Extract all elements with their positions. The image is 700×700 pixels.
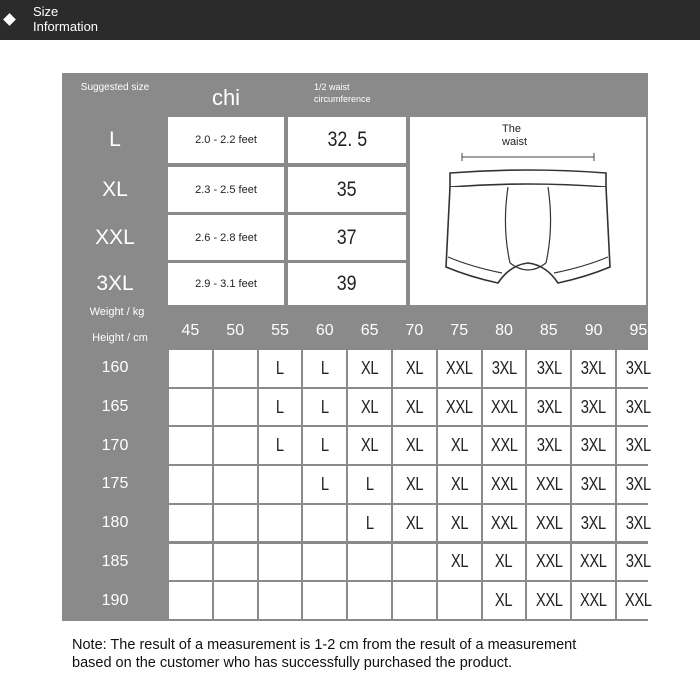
grid-cell [169,389,212,426]
waist-value-xl [288,167,406,212]
grid-cell-size: 3XL [625,357,651,378]
height-label-180: 180 [101,514,129,532]
waist-value-xl-text: 35 [337,177,357,201]
diagram-label-line1: The [502,123,521,135]
grid-cell [348,350,391,387]
grid-cell [214,350,257,387]
grid-cell-size: XL [360,396,379,417]
grid-cell [393,389,436,426]
grid-cell-size: XL [405,396,424,417]
grid-cell [438,505,481,542]
waist-value-xxl [288,215,406,260]
weight-header-45: 45 [181,322,200,339]
grid-cell-size: XXL [580,590,607,611]
grid-cell-size: XL [450,512,468,533]
grid-cell [393,466,436,503]
grid-cell [483,427,526,464]
grid-cell-size: XXL [490,396,518,417]
grid-cell-size: XXL [580,551,607,572]
grid-cell [169,505,212,542]
height-range-3xl: 2.9 - 3.1 feet [168,263,284,305]
grid-cell-size: XXL [490,512,518,533]
height-range-xxl: 2.6 - 2.8 feet [168,215,284,260]
grid-cell [572,582,615,619]
grid-cell-size: 3XL [581,473,607,494]
grid-cell [303,505,346,542]
height-range-l: 2.0 - 2.2 feet [168,117,284,163]
grid-cell-size: XXL [535,590,563,611]
grid-cell [259,466,302,503]
weight-header-55: 55 [271,322,289,339]
grid-cell-size: XL [495,590,513,611]
grid-cell [617,466,660,503]
grid-cell [527,466,570,503]
grid-cell-size: L [365,473,374,494]
height-label-170: 170 [101,436,129,454]
height-label-190: 190 [101,591,129,609]
grid-cell [259,582,302,619]
grid-cell-size: L [320,473,329,494]
grid-cell [169,427,212,464]
grid-cell [617,427,660,464]
weight-header-85: 85 [539,322,558,339]
grid-cell-size: 3XL [625,396,651,417]
grid-cell [393,505,436,542]
weight-header-50: 50 [226,322,245,339]
grid-cell [572,350,615,387]
grid-cell-size: XXL [490,473,518,494]
height-label-160: 160 [101,359,129,377]
grid-cell-size: 3XL [581,357,607,378]
header-title-line2: Information [33,19,99,34]
grid-cell [393,544,436,581]
grid-cell-size: 3XL [491,357,517,378]
grid-cell-size: 3XL [581,512,607,533]
grid-cell [169,466,212,503]
waist-header-line2: circumference [314,93,371,104]
waist-header-line1: 1/2 waist [314,81,350,92]
grid-cell-size: 3XL [581,396,607,417]
grid-cell-size: 3XL [625,551,651,572]
grid-cell [617,505,660,542]
grid-cell [348,389,391,426]
grid-cell [483,466,526,503]
grid-cell [617,544,660,581]
grid-cell [303,350,346,387]
grid-cell [214,544,257,581]
grid-cell-size: L [365,512,374,533]
height-label-165: 165 [101,398,129,416]
grid-cell [572,466,615,503]
grid-cell-size: L [276,435,284,456]
grid-cell-size: XL [405,512,424,533]
weight-header-60: 60 [315,322,334,339]
grid-cell [169,582,212,619]
height-range-xl: 2.3 - 2.5 feet [168,167,284,212]
grid-cell-size: XXL [625,590,652,611]
grid-cell-size: 3XL [581,435,607,456]
grid-cell-size: 3XL [536,435,562,456]
grid-cell [438,389,481,426]
underwear-icon [410,117,646,305]
grid-cell [303,544,346,581]
grid-cell [572,389,615,426]
grid-cell-size: XXL [535,473,563,494]
grid-cell [348,427,391,464]
grid-cell [572,505,615,542]
grid-cell-size: XL [495,551,513,572]
size-label-xxl: XXL [95,225,135,249]
grid-cell [483,389,526,426]
grid-cell-size: XL [450,473,468,494]
grid-cell [259,350,302,387]
grid-cell-size: 3XL [625,473,651,494]
grid-cell-size: XXL [445,357,473,378]
grid-cell [438,582,481,619]
grid-cell-size: 3XL [625,435,651,456]
grid-cell [214,505,257,542]
weight-header-70: 70 [405,322,424,339]
grid-cell [527,582,570,619]
waist-value-xxl-text: 37 [337,225,357,249]
header-bar [0,0,700,40]
grid-cell-size: XXL [445,396,473,417]
grid-cell [259,505,302,542]
weight-axis-label: Weight / kg [89,306,145,318]
grid-cell [438,350,481,387]
grid-cell-size: L [320,396,329,417]
grid-cell-size: L [276,396,284,417]
grid-cell [572,427,615,464]
grid-cell [303,582,346,619]
grid-cell [617,350,660,387]
height-label-175: 175 [101,475,129,493]
grid-cell [303,466,346,503]
grid-cell [303,427,346,464]
grid-cell-size: XL [450,551,468,572]
grid-cell [259,427,302,464]
header-title-line1: Size [33,4,59,19]
grid-cell [348,466,391,503]
grid-cell-size: L [320,435,329,456]
note-line1: Note: The result of a measurement is 1-2 cm from the result of a measurement [72,637,577,653]
size-label-l: L [109,128,121,151]
grid-cell-size: 3XL [536,396,562,417]
grid-cell [438,427,481,464]
grid-cell [438,466,481,503]
measurement-note [72,636,672,672]
waist-diagram [410,117,646,305]
grid-cell [527,505,570,542]
chi-header: chi [211,85,241,110]
size-label-xl: XL [102,177,128,201]
grid-cell [348,505,391,542]
grid-cell [348,582,391,619]
grid-cell-size: XL [405,357,424,378]
waist-value-l-text: 32. 5 [327,128,367,151]
weight-header-80: 80 [495,322,513,339]
size-chart-panel [62,73,652,621]
diagram-label-line2: waist [502,136,528,148]
weight-header-65: 65 [360,322,379,339]
grid-cell [214,466,257,503]
grid-cell-size: 3XL [625,512,651,533]
note-line2: based on the customer who has successfully purchased the product. [72,655,513,671]
grid-cell [169,544,212,581]
grid-cell [393,350,436,387]
grid-cell-size: XL [450,435,468,456]
grid-cell [617,582,660,619]
grid-cell [259,389,302,426]
grid-cell-size: L [276,357,284,378]
waist-value-3xl-text: 39 [337,272,357,295]
grid-cell-size: L [320,357,329,378]
size-label-3xl: 3XL [96,272,134,295]
grid-cell [214,389,257,426]
grid-cell-size: XL [360,435,379,456]
weight-header-90: 90 [584,322,603,339]
grid-cell [527,350,570,387]
grid-cell [483,582,526,619]
grid-cell [617,389,660,426]
weight-header-95: 95 [629,322,648,339]
grid-cell [483,350,526,387]
grid-cell [483,505,526,542]
grid-cell-size: XL [360,357,379,378]
grid-cell [214,582,257,619]
grid-cell-size: XL [405,473,424,494]
grid-cell-size: XL [405,435,424,456]
weight-header-75: 75 [450,322,469,339]
grid-cell [527,427,570,464]
grid-cell [527,544,570,581]
grid-cell [483,544,526,581]
grid-cell [527,389,570,426]
height-label-185: 185 [101,552,129,570]
grid-cell [214,427,257,464]
grid-cell-size: XXL [535,512,563,533]
grid-cell [259,544,302,581]
grid-cell-size: XXL [490,435,518,456]
grid-cell [438,544,481,581]
waist-value-3xl [288,263,406,305]
grid-cell-size: XXL [535,551,563,572]
grid-cell [303,389,346,426]
grid-cell [572,544,615,581]
grid-cell [393,427,436,464]
suggested-size-header: Suggested size [80,81,150,93]
grid-cell-size: 3XL [536,357,562,378]
grid-cell [348,544,391,581]
diamond-icon [3,13,16,26]
grid-cell [169,350,212,387]
grid-cell [393,582,436,619]
waist-value-l [288,117,406,163]
height-axis-label: Height / cm [92,332,148,344]
